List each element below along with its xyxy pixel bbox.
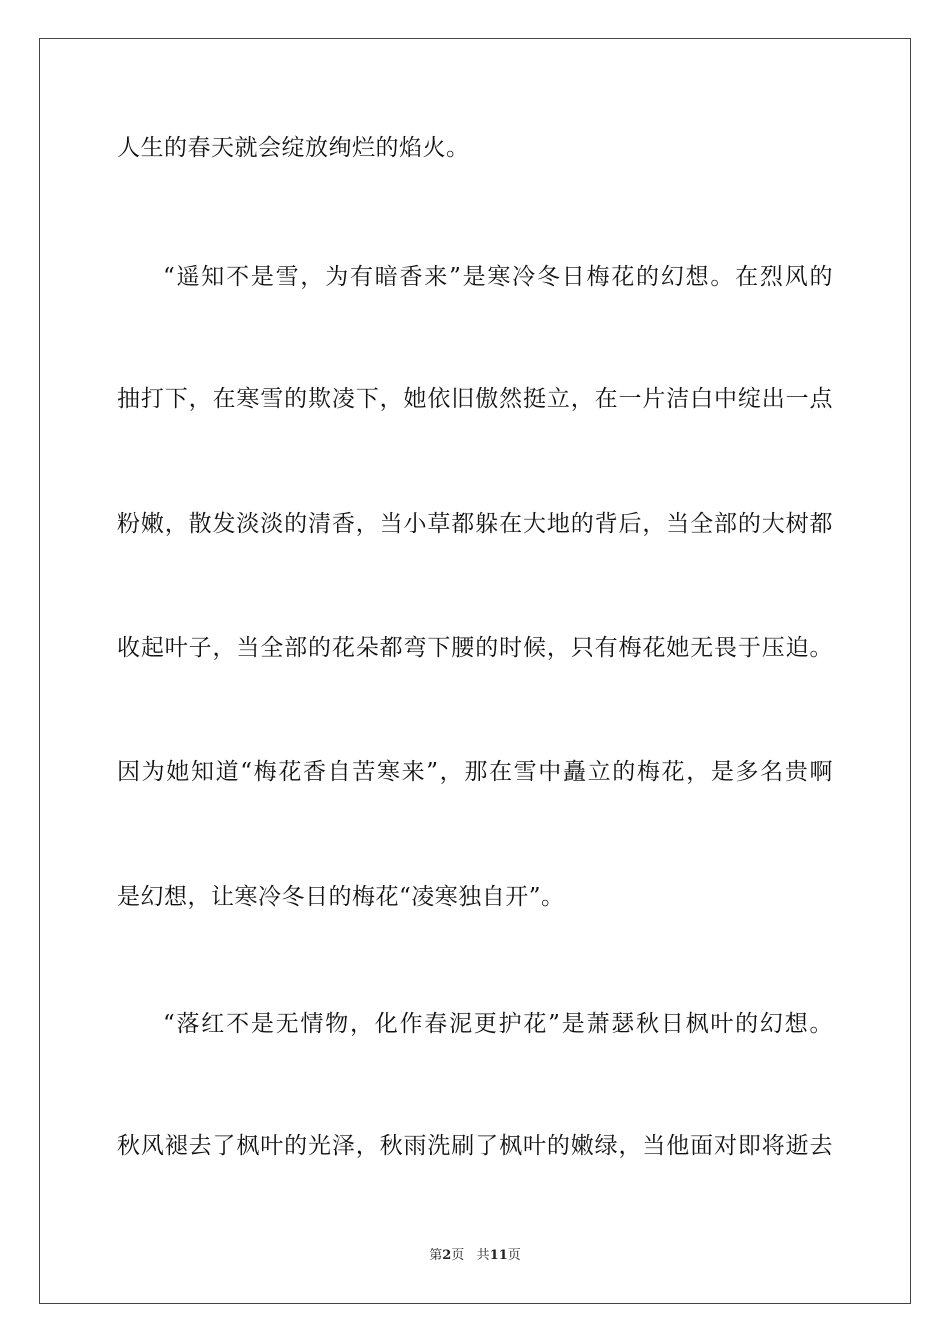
text-line-2: “遥知不是雪，为有暗香来”是寒冷冬日梅花的幻想。在烈风的 bbox=[163, 264, 833, 290]
text-line-4: 粉嫩，散发淡淡的清香，当小草都躲在大地的背后，当全部的大树都 bbox=[117, 511, 833, 537]
page-footer bbox=[0, 1247, 950, 1265]
text-line-3: 抽打下，在寒雪的欺凌下，她依旧傲然挺立，在一片洁白中绽出一点 bbox=[117, 386, 833, 412]
text-line-8: “落红不是无情物，化作春泥更护花”是萧瑟秋日枫叶的幻想。 bbox=[163, 1011, 833, 1037]
text-line-9: 秋风褪去了枫叶的光泽，秋雨洗刷了枫叶的嫩绿，当他面对即将逝去 bbox=[117, 1133, 833, 1159]
text-line-7: 是幻想，让寒冷冬日的梅花“凌寒独自开”。 bbox=[117, 884, 565, 910]
footer-total-suffix: 页 bbox=[507, 1248, 521, 1263]
footer-prefix: 第 bbox=[429, 1248, 443, 1263]
current-page-number: 2 bbox=[442, 1248, 452, 1263]
footer-page-suffix: 页 bbox=[451, 1248, 465, 1263]
footer-total-prefix: 共 bbox=[476, 1248, 490, 1263]
total-page-number: 11 bbox=[489, 1248, 508, 1263]
text-line-5: 收起叶子，当全部的花朵都弯下腰的时候，只有梅花她无畏于压迫。 bbox=[117, 635, 833, 661]
text-line-6: 因为她知道“梅花香自苦寒来”，那在雪中矗立的梅花，是多名贵啊 bbox=[117, 759, 833, 785]
text-line-1: 人生的春天就会绽放绚烂的焰火。 bbox=[117, 135, 470, 161]
page-border bbox=[39, 38, 911, 1304]
